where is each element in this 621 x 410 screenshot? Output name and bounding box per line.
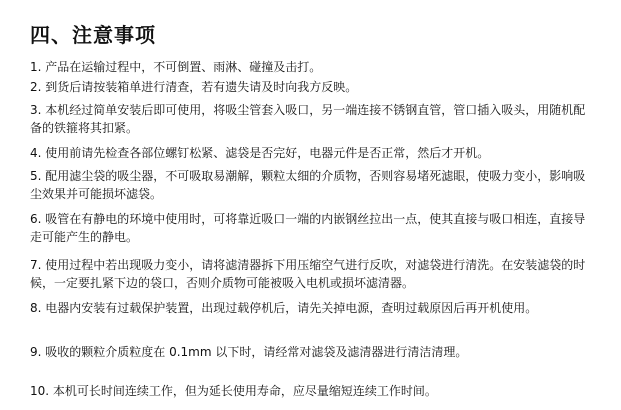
item-text: 配用滤尘袋的吸尘器，不可吸取易潮解，颗粒太细的介质物，否则容易堵死滤眼，使吸力变小，影响吸尘效果并可能损坏滤袋。: [30, 169, 586, 201]
item-text: 到货后请按装箱单进行清查，若有遗失请及时向我方反映。: [45, 80, 358, 94]
item-text: 吸收的颗粒介质粒度在 0.1mm 以下时，请经常对滤袋及滤清器进行清洁清理。: [45, 345, 468, 359]
list-item: [30, 210, 595, 246]
list-item: [30, 101, 595, 137]
list-item: [30, 343, 595, 361]
item-text: 本机经过简单安装后即可使用，将吸尘管套入吸口，另一端连接不锈钢直管，管口插入吸头，用随机配备的铁箍将其扣紧。: [30, 103, 586, 135]
list-item: [30, 58, 595, 76]
item-number: 1.: [30, 60, 42, 74]
item-text: 使用过程中若出现吸力变小，请将滤清器拆下用压缩空气进行反吹，对滤袋进行清洗。在安装滤袋的时候，一定要扎紧下边的袋口，否则介质物可能被吸入电机或损坏滤清器。: [30, 258, 586, 290]
item-number: 2.: [30, 80, 42, 94]
list-item: [30, 144, 595, 162]
item-text: 产品在运输过程中，不可倒置、雨淋、碰撞及击打。: [45, 60, 322, 74]
section-heading: 四、注意事项: [30, 23, 156, 47]
list-item: [30, 78, 595, 96]
item-number: 6.: [30, 212, 42, 226]
item-number: 8.: [30, 301, 42, 315]
list-item: [30, 382, 595, 400]
item-text: 本机可长时间连续工作，但为延长使用寿命，应尽量缩短连续工作时间。: [52, 384, 437, 398]
item-number: 4.: [30, 146, 42, 160]
list-item: [30, 256, 595, 292]
item-number: 9.: [30, 345, 42, 359]
item-number: 5.: [30, 169, 42, 183]
list-item: [30, 167, 595, 203]
item-number: 7.: [30, 258, 42, 272]
item-number: 3.: [30, 103, 42, 117]
item-number: 10.: [30, 384, 50, 398]
item-text: 电器内安装有过载保护装置，出现过载停机后，请先关掉电源，查明过载原因后再开机使用。: [45, 301, 538, 315]
list-item: [30, 299, 595, 317]
item-text: 使用前请先检查各部位螺钉松紧、滤袋是否完好，电器元件是否正常，然后才开机。: [45, 146, 490, 160]
item-text: 吸管在有静电的环境中使用时，可将靠近吸口一端的内嵌钢丝拉出一点，使其直接与吸口相连，直接导走可能产生的静电。: [30, 212, 586, 244]
